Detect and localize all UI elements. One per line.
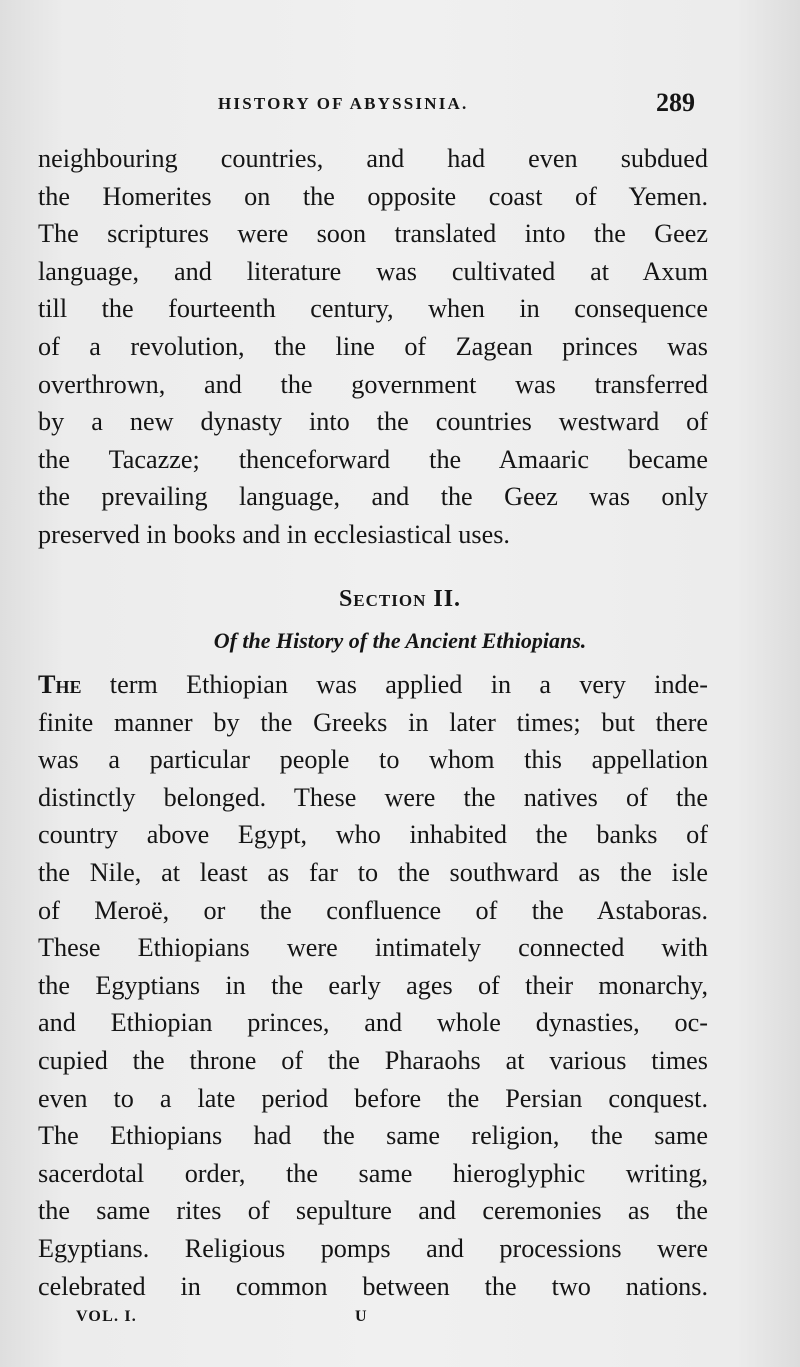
text-line: was a particular people to whom this appellation — [38, 745, 708, 775]
text-line: the Egyptians in the early ages of their monarchy, — [38, 970, 708, 1000]
text-line: language, and literature was cultivated at Axum — [38, 256, 708, 286]
text-line: These Ethiopians were intimately connected with — [38, 933, 708, 963]
text-line: the Tacazze; thenceforward the Amaaric became — [38, 444, 708, 474]
text-line: the prevailing language, and the Geez was only — [38, 482, 708, 512]
text-line: finite manner by the Greeks in later times; but there — [38, 707, 708, 737]
lead-word: The — [38, 670, 82, 699]
page-footer — [0, 1308, 800, 1338]
first-line-rest: term Ethiopian was applied in a very inde- — [81, 670, 708, 699]
section-subtitle: Of the History of the Ancient Ethiopians. — [213, 628, 587, 653]
paragraph-continuation — [38, 140, 708, 554]
section-heading-number: II. — [433, 586, 462, 612]
text-line: the Homerites on the opposite coast of Yemen. — [38, 181, 708, 211]
running-header — [0, 88, 800, 122]
text-line: sacerdotal order, the same hieroglyphic writing, — [38, 1158, 708, 1188]
paragraph-section-body — [38, 666, 708, 1305]
running-title: HISTORY OF ABYSSINIA. — [218, 94, 469, 113]
text-line: cupied the throne of the Pharaohs at various times — [38, 1045, 708, 1075]
section-heading-word: Section — [338, 586, 427, 612]
text-line: overthrown, and the government was transferred — [38, 369, 708, 399]
text-line: and Ethiopian princes, and whole dynasties, oc- — [38, 1008, 708, 1038]
text-line: neighbouring countries, and had even subdued — [38, 144, 708, 173]
text-line: even to a late period before the Persian conquest. — [38, 1083, 708, 1113]
text-line: of a revolution, the line of Zagean princes was — [38, 331, 708, 361]
section-heading — [0, 586, 800, 613]
text-line: country above Egypt, who inhabited the banks of — [38, 820, 708, 850]
text-line: till the fourteenth century, when in consequence — [38, 294, 708, 324]
text-line: of Meroë, or the confluence of the Astaboras. — [38, 895, 708, 925]
text-line: the same rites of sepulture and ceremonies as the — [38, 1196, 708, 1226]
text-line: The scriptures were soon translated into the Geez — [38, 219, 708, 249]
text-line: The Ethiopians had the same religion, the same — [38, 1121, 708, 1151]
text-line: celebrated in common between the two nations. — [38, 1271, 708, 1301]
text-line: by a new dynasty into the countries westward of — [38, 407, 708, 437]
text-line: the Nile, at least as far to the southward as the isle — [38, 857, 708, 887]
signature-mark: U — [355, 1308, 367, 1325]
volume-label: VOL. I. — [76, 1308, 137, 1325]
text-line: preserved in books and in ecclesiastical uses. — [38, 519, 510, 549]
text-line-first — [38, 666, 708, 704]
text-line: distinctly belonged. These were the natives of the — [38, 782, 708, 812]
text-line: Egyptians. Religious pomps and processions were — [38, 1233, 708, 1263]
page-number: 289 — [656, 88, 695, 117]
